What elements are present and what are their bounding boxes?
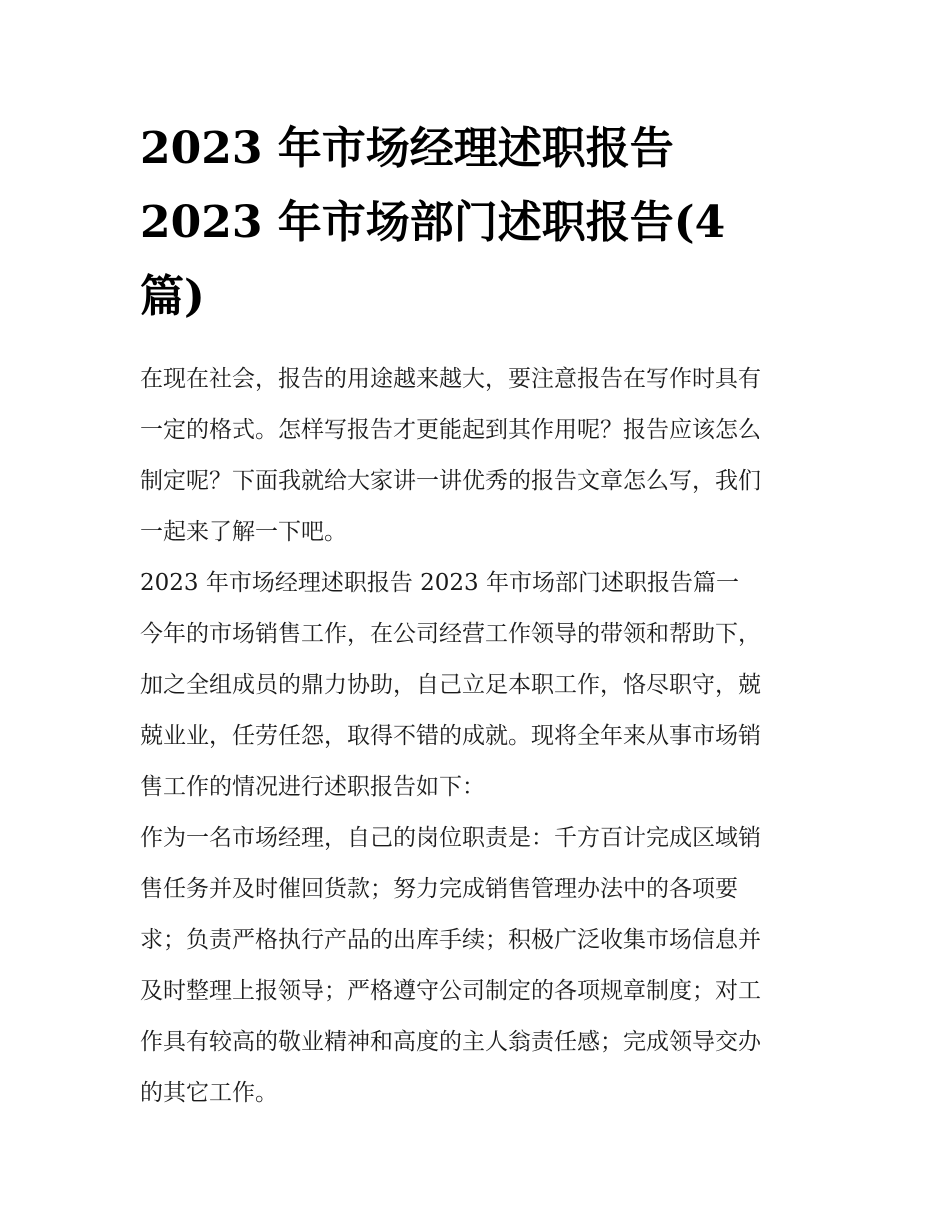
title-line: 篇)	[140, 271, 205, 322]
text-line: 2023 年市场经理述职报告 2023 年市场部门述职报告篇一	[140, 570, 739, 596]
title-line: 2023 年市场经理述职报告	[140, 123, 674, 174]
document-content	[140, 112, 812, 1119]
text-line: 加之全组成员的鼎力协助，自己立足本职工作，恪尽职守，兢	[140, 672, 761, 698]
text-line: 一起来了解一下吧。	[140, 519, 347, 545]
text-line: 一定的格式。怎样写报告才更能起到其作用呢？报告应该怎么	[140, 417, 761, 443]
intro-paragraph	[140, 354, 812, 558]
text-line: 今年的市场销售工作，在公司经营工作领导的带领和帮助下，	[140, 621, 761, 647]
text-line: 作为一名市场经理，自己的岗位职责是：千方百计完成区域销	[140, 825, 761, 851]
document-title	[140, 112, 812, 334]
text-line: 售任务并及时催回货款；努力完成销售管理办法中的各项要	[140, 876, 738, 902]
section-heading	[140, 558, 812, 609]
text-line: 作具有较高的敬业精神和高度的主人翁责任感；完成领导交办	[140, 1029, 761, 1055]
document-body	[140, 354, 812, 1119]
text-line: 及时整理上报领导；严格遵守公司制定的各项规章制度；对工	[140, 978, 761, 1004]
text-line: 求；负责严格执行产品的出库手续；积极广泛收集市场信息并	[140, 927, 761, 953]
text-line: 售工作的情况进行述职报告如下：	[140, 774, 485, 800]
text-line: 的其它工作。	[140, 1080, 278, 1106]
text-line: 制定呢？下面我就给大家讲一讲优秀的报告文章怎么写，我们	[140, 468, 761, 494]
title-line: 2023 年市场部门述职报告(4	[140, 197, 726, 248]
body-paragraph	[140, 609, 812, 813]
text-line: 兢业业，任劳任怨，取得不错的成就。现将全年来从事市场销	[140, 723, 761, 749]
text-line: 在现在社会，报告的用途越来越大，要注意报告在写作时具有	[140, 366, 761, 392]
body-paragraph	[140, 813, 812, 1119]
